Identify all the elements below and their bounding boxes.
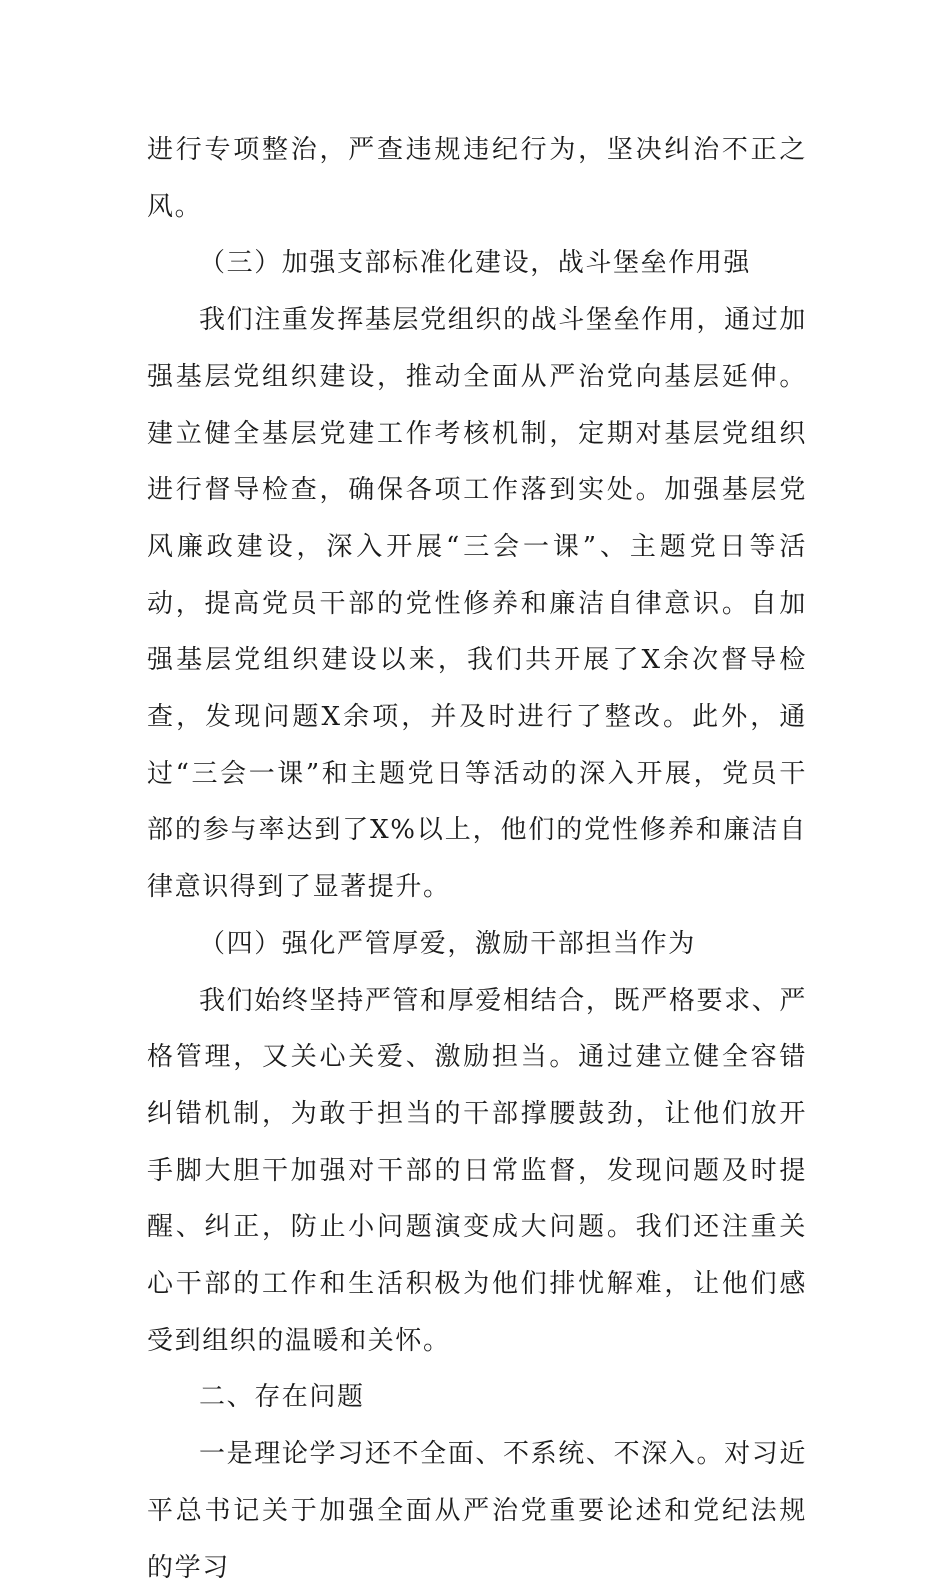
- paragraph-body-problems: 一是理论学习还不全面、不系统、不深入。对习近平总书记关于加强全面从严治党重要论述和党纪法规的学习: [147, 1439, 807, 1583]
- document-body: [147, 122, 807, 1596]
- section-heading-4: （四）强化严管厚爱，激励干部担当作为: [199, 928, 696, 959]
- section-heading-problems: 二、存在问题: [199, 1382, 365, 1413]
- paragraph-body-3: 我们注重发挥基层党组织的战斗堡垒作用，通过加强基层党组织建设，推动全面从严治党向基层延伸。建立健全基层党建工作考核机制，定期对基层党组织进行督导检查，确保各项工作落到实处。加强基层党风廉政建设，深入开展“三会一课”、主题党日等活动，提高党员干部的党性修养和廉洁自律意识。自加强基层党组织建设以来，我们共开展了X余次督导检查，发现问题X余项，并及时进行了整改。此外，通过“三会一课”和主题党日等活动的深入开展，党员干部的参与率达到了X%以上，他们的党性修养和廉洁自律意识得到了显著提升。: [147, 305, 807, 903]
- paragraph-body-4: 我们始终坚持严管和厚爱相结合，既严格要求、严格管理，又关心关爱、激励担当。通过建立健全容错纠错机制，为敢于担当的干部撑腰鼓劲，让他们放开手脚大胆干加强对干部的日常监督，发现问题及时提醒、纠正，防止小问题演变成大问题。我们还注重关心干部的工作和生活积极为他们排忧解难，让他们感受到组织的温暖和关怀。: [147, 985, 807, 1356]
- section-heading-3: （三）加强支部标准化建设，战斗堡垒作用强: [199, 248, 752, 279]
- paragraph-continuation: 进行专项整治，严查违规违纪行为，坚决纠治不正之风。: [147, 135, 807, 222]
